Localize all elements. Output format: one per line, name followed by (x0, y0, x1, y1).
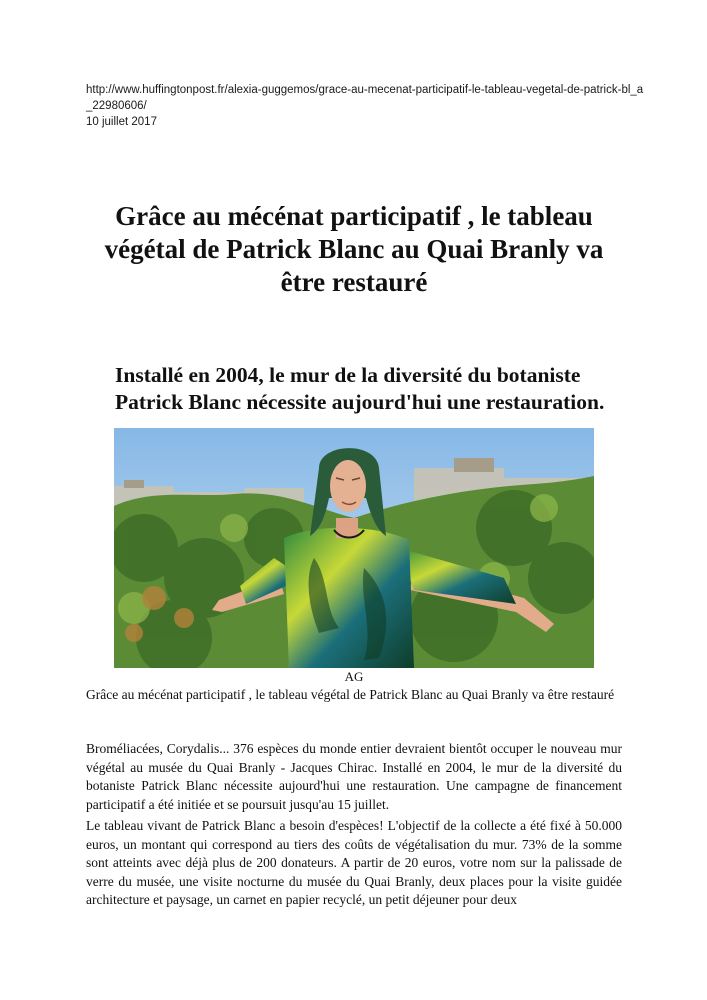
paragraph-2: Le tableau vivant de Patrick Blanc a besoin d'espèces! L'objectif de la collecte a été fixé à 50.000 euros, un montant qui correspond au tiers des coûts de végétalisation du mur. 73% de la somme sont atteints avec déjà plus de 200 donateurs. A partir de 20 euros, votre nom sur la palissade de verre du musée, une visite nocturne du musée du Quai Branly, deux places pour la visite guidée architecture et paysage, un carnet en papier recyclé, un petit déjeuner pour deux (86, 818, 622, 907)
photo-illustration (114, 428, 594, 668)
article-title: Grâce au mécénat participatif , le tableau végétal de Patrick Blanc au Quai Branly va être restauré (104, 201, 604, 297)
article-photo (114, 428, 594, 668)
photo-caption: Grâce au mécénat participatif , le tableau végétal de Patrick Blanc au Quai Branly va être restauré (86, 687, 615, 702)
photo-credit: AG (344, 669, 364, 684)
paragraph-1: Broméliacées, Corydalis... 376 espèces du monde entier devraient bientôt occuper le nouveau mur végétal au musée du Quai Branly - Jacques Chirac. Installé en 2004, le mur de la diversité du botaniste Patrick Blanc nécessite aujourd'hui une restauration. Une campagne de financement participatif a été initiée et se poursuit jusqu'au 15 juillet. (86, 741, 622, 812)
source-url[interactable]: http://www.huffingtonpost.fr/alexia-guggemos/grace-au-mecenat-participatif-le-tableau-vegetal-de-patrick-bl_a_22980606/ (86, 84, 644, 112)
publication-date: 10 juillet 2017 (86, 116, 157, 128)
article-lead: Installé en 2004, le mur de la diversité du botaniste Patrick Blanc nécessite aujourd'hui une restauration. (115, 363, 605, 414)
source-header (86, 82, 646, 130)
